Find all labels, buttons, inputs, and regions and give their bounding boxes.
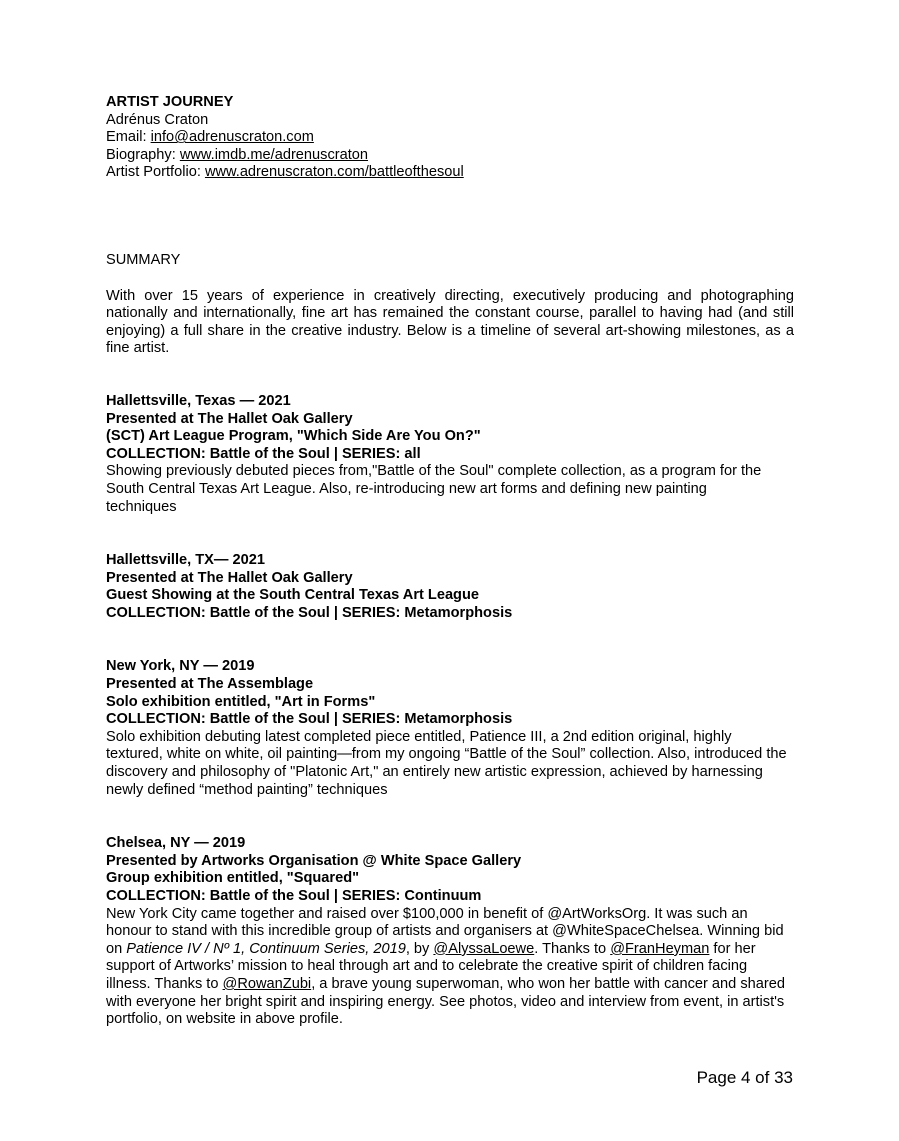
entry-event: Solo exhibition entitled, "Art in Forms": [106, 693, 376, 710]
email-link[interactable]: info@adrenuscraton.com: [150, 129, 314, 146]
portfolio-line: [106, 164, 794, 182]
summary-text: With over 15 years of experience in creatively directing, executively producing and photographing nationally and internationally, fine art has remained the constant course, parallel to having had (and still enjoying) a full share in the creative industry. Below is a timeline of several art-showing milestones, as a fine artist.: [106, 287, 794, 357]
description-text: for her support of Artworks’ mission to heal through art and to celebrate the creative spirit of children facing illness. Thanks to: [106, 940, 756, 992]
entry-description: Showing previously debuted pieces from,"Battle of the Soul" complete collection, as a program for the South Central Texas Art League. Also, re-introducing new art forms and defining new painting techniques: [106, 463, 762, 515]
header-block: [106, 94, 794, 182]
entry-collection: COLLECTION: Battle of the Soul | SERIES: Metamorphosis: [106, 711, 513, 728]
artwork-title: Patience IV / Nº 1, Continuum Series, 2019: [126, 940, 406, 957]
portfolio-link[interactable]: www.adrenuscraton.com/battleofthesoul: [204, 164, 464, 181]
entry-collection: COLLECTION: Battle of the Soul | SERIES: Continuum: [106, 888, 482, 904]
entry-collection: COLLECTION: Battle of the Soul | SERIES: all: [106, 445, 421, 462]
portfolio-label: Artist Portfolio:: [106, 164, 205, 181]
document-title: ARTIST JOURNEY: [106, 94, 234, 110]
entry-location: Chelsea, NY — 2019: [106, 835, 246, 852]
fran-heyman-link[interactable]: @FranHeyman: [610, 940, 710, 957]
biography-label: Biography:: [106, 146, 180, 163]
entry-description: [106, 906, 794, 1029]
description-text: . Thanks to: [534, 940, 611, 957]
timeline-entry: [106, 835, 794, 1029]
email-label: Email:: [106, 129, 151, 146]
entry-event: Guest Showing at the South Central Texas Art League: [106, 587, 480, 604]
alyssa-loewe-link[interactable]: @AlyssaLoewe: [433, 940, 535, 957]
description-text: , by: [405, 940, 434, 957]
description-text: , a brave young superwoman, who won her battle with cancer and shared with everyone her bright spirit and inspiring energy. See photos, video and interview from event, in artist's portfolio, on website in above profile.: [106, 975, 785, 1028]
email-line: [106, 129, 794, 147]
page-number: Page 4 of 33: [696, 1068, 793, 1087]
entry-collection: COLLECTION: Battle of the Soul | SERIES: Metamorphosis: [106, 604, 513, 621]
timeline-entry: [106, 658, 794, 799]
description-text: New York City came together and raised over $100,000 in benefit of @ArtWorksOrg. It was such an honour to stand with this incredible group of artists and organisers at @WhiteSpaceChelsea. Winning bid on: [106, 905, 784, 957]
entry-venue: Presented at The Hallet Oak Gallery: [106, 569, 353, 586]
artist-name: Adrénus Craton: [106, 111, 209, 128]
entry-event: (SCT) Art League Program, "Which Side Are You On?": [106, 428, 481, 445]
entry-venue: Presented at The Hallet Oak Gallery: [106, 410, 353, 427]
rowan-zubi-link[interactable]: @RowanZubi: [222, 975, 312, 992]
entry-description: Solo exhibition debuting latest completed piece entitled, Patience III, a 2nd edition original, highly textured, white on white, oil painting—from my ongoing “Battle of the Soul” collection. Also, introduced the discovery and philosophy of "Platonic Art," an entirely new artistic expression, achieved by harnessing newly defined “method painting” techniques: [106, 728, 787, 798]
entry-location: New York, NY — 2019: [106, 658, 255, 675]
biography-link[interactable]: www.imdb.me/adrenuscraton: [179, 146, 369, 163]
timeline-entry: [106, 393, 794, 516]
summary-heading: SUMMARY: [106, 251, 181, 268]
entry-venue: Presented by Artworks Organisation @ White Space Gallery: [106, 852, 522, 869]
entry-location: Hallettsville, TX— 2021: [106, 552, 265, 569]
entry-venue: Presented at The Assemblage: [106, 676, 314, 693]
page-content: [106, 94, 794, 1029]
entry-location: Hallettsville, Texas — 2021: [106, 392, 291, 409]
summary-section: [106, 252, 794, 358]
entry-event: Group exhibition entitled, "Squared": [106, 870, 360, 887]
timeline-entry: [106, 552, 794, 622]
biography-line: [106, 147, 794, 165]
